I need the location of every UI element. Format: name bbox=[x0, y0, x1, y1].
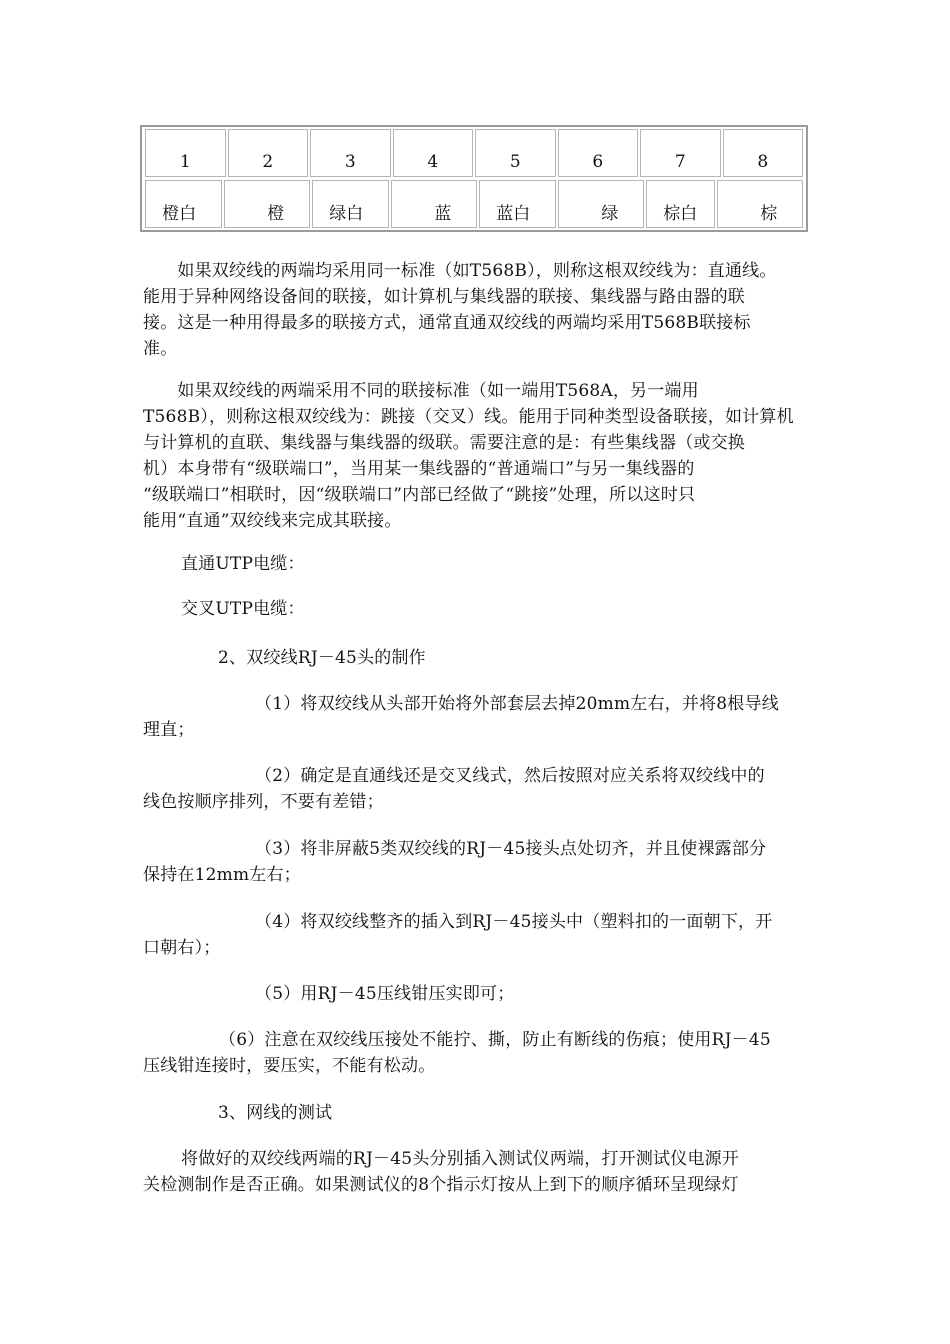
wire-color-cell: 绿 bbox=[558, 180, 645, 228]
step1-paragraph bbox=[143, 691, 808, 743]
text-line: 理直； bbox=[143, 720, 195, 740]
text-line: 如果双绞线的两端均采用同一标准（如T568B），则称这根双绞线为：直通线。 bbox=[143, 261, 777, 281]
pin-number-cell: 3 bbox=[310, 129, 391, 177]
text-line: 能用“直通”双绞线来完成其联接。 bbox=[143, 511, 402, 531]
wire-color-cell: 橙 bbox=[224, 180, 311, 228]
cross-utp-label: 交叉UTP电缆： bbox=[181, 599, 305, 619]
text-line: “级联端口”相联时，因“级联端口”内部已经做了“跳接”处理，所以这时只 bbox=[143, 485, 696, 505]
straight-utp-label: 直通UTP电缆： bbox=[181, 554, 305, 574]
text-line: T568B），则称这根双绞线为：跳接（交叉）线。能用于同种类型设备联接，如计算机 bbox=[143, 407, 794, 427]
text-line: 保持在12mm左右； bbox=[143, 865, 301, 885]
section2-heading: 2、双绞线RJ－45头的制作 bbox=[218, 648, 426, 668]
pin-number-cell: 4 bbox=[393, 129, 474, 177]
text-line: 准。 bbox=[143, 339, 178, 359]
pin-number-cell: 6 bbox=[558, 129, 639, 177]
text-line: 口朝右）； bbox=[143, 938, 221, 958]
wire-color-cell: 棕 bbox=[717, 180, 804, 228]
step5-paragraph: （5）用RJ－45压线钳压实即可； bbox=[255, 984, 515, 1004]
pin-number-cell: 1 bbox=[145, 129, 226, 177]
wire-color-cell: 蓝白 bbox=[479, 180, 556, 228]
text-line: （4）将双绞线整齐的插入到RJ－45接头中（塑料扣的一面朝下，开 bbox=[255, 912, 773, 932]
step6-paragraph bbox=[143, 1027, 808, 1079]
pin-number-row bbox=[144, 129, 804, 177]
text-line: 能用于异种网络设备间的联接，如计算机与集线器的联接、集线器与路由器的联 bbox=[143, 287, 745, 307]
wire-color-cell: 蓝 bbox=[391, 180, 478, 228]
wire-color-row bbox=[144, 180, 804, 228]
wire-color-cell: 橙白 bbox=[145, 180, 222, 228]
step3-paragraph bbox=[143, 836, 808, 888]
straight-through-paragraph bbox=[143, 258, 808, 362]
text-line: 压线钳连接时，要压实，不能有松动。 bbox=[143, 1056, 436, 1076]
wire-color-cell: 棕白 bbox=[646, 180, 715, 228]
text-line: （1）将双绞线从头部开始将外部套层去掉20mm左右，并将8根导线 bbox=[255, 694, 779, 714]
text-line: （2）确定是直通线还是交叉线式，然后按照对应关系将双绞线中的 bbox=[255, 766, 765, 786]
step4-paragraph bbox=[143, 909, 808, 961]
testing-paragraph bbox=[143, 1146, 808, 1198]
step2-paragraph bbox=[143, 763, 808, 815]
text-line: 机）本身带有“级联端口”，当用某一集线器的“普通端口”与另一集线器的 bbox=[143, 459, 695, 479]
text-line: 线色按顺序排列，不要有差错； bbox=[143, 792, 384, 812]
text-line: （3）将非屏蔽5类双绞线的RJ－45接头点处切齐，并且使裸露部分 bbox=[255, 839, 767, 859]
pin-number-cell: 2 bbox=[228, 129, 309, 177]
text-line: 如果双绞线的两端采用不同的联接标准（如一端用T568A，另一端用 bbox=[143, 381, 699, 401]
pin-number-cell: 8 bbox=[723, 129, 804, 177]
pin-number-cell: 7 bbox=[640, 129, 721, 177]
text-line: 将做好的双绞线两端的RJ－45头分别插入测试仪两端，打开测试仪电源开 bbox=[181, 1149, 740, 1169]
wire-color-cell: 绿白 bbox=[312, 180, 389, 228]
section3-heading: 3、网线的测试 bbox=[218, 1103, 333, 1123]
crossover-paragraph bbox=[143, 378, 808, 534]
pin-color-table bbox=[140, 125, 808, 232]
text-line: 接。这是一种用得最多的联接方式，通常直通双绞线的两端均采用T568B联接标 bbox=[143, 313, 751, 333]
text-line: （6）注意在双绞线压接处不能拧、撕，防止有断线的伤痕；使用RJ－45 bbox=[219, 1030, 771, 1050]
text-line: 关检测制作是否正确。如果测试仪的8个指示灯按从上到下的顺序循环呈现绿灯 bbox=[143, 1175, 739, 1195]
pin-number-cell: 5 bbox=[475, 129, 556, 177]
text-line: 与计算机的直联、集线器与集线器的级联。需要注意的是：有些集线器（或交换 bbox=[143, 433, 745, 453]
